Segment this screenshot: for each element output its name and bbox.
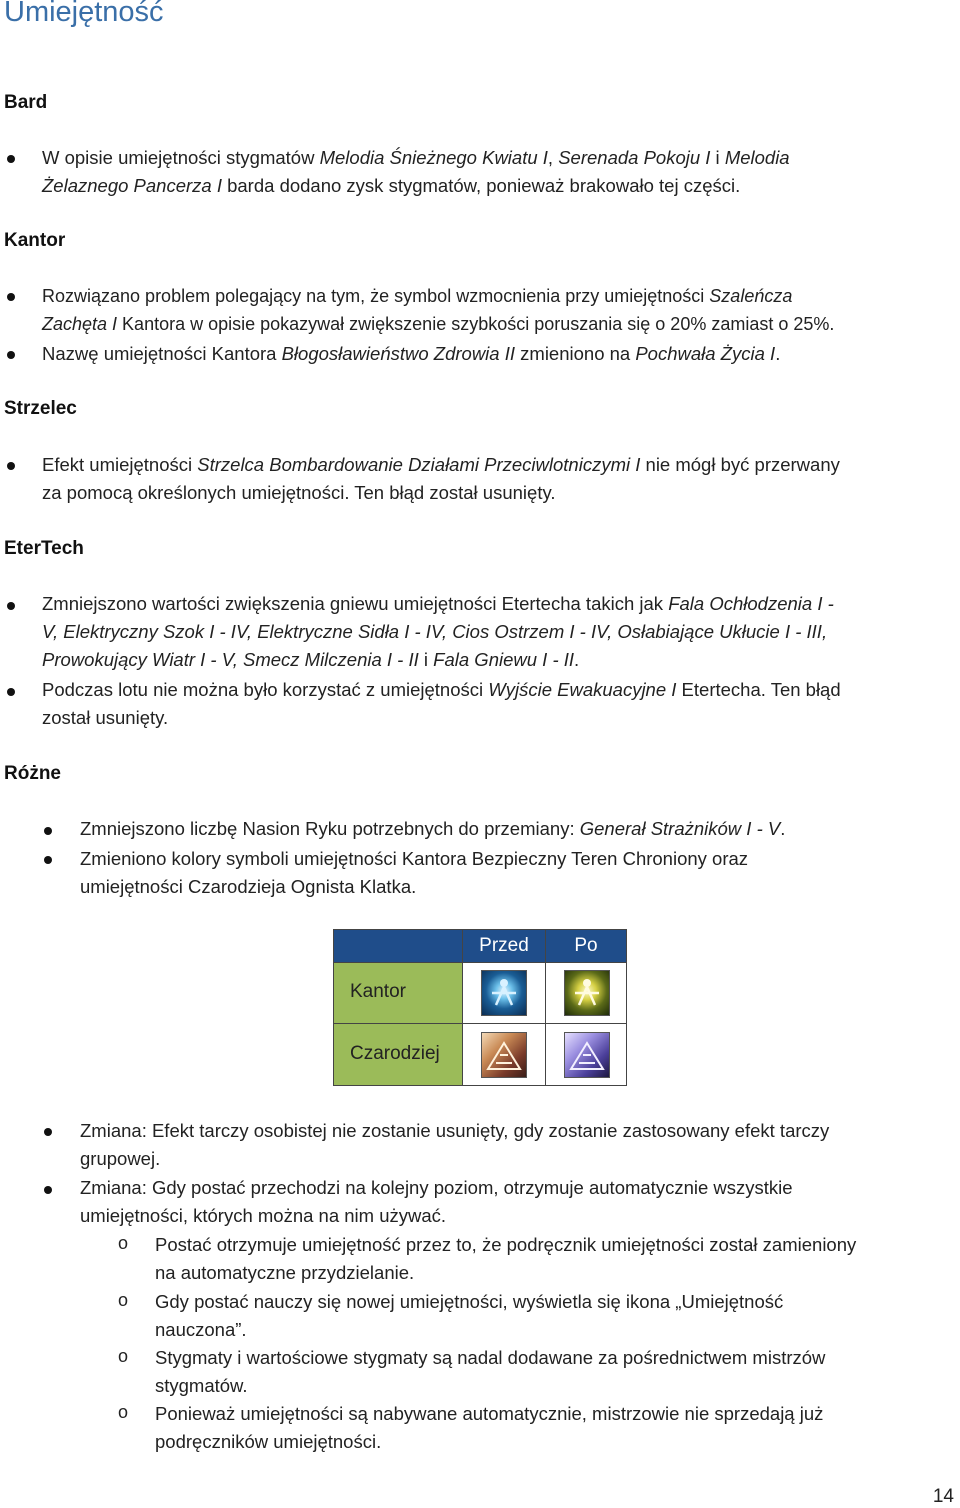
table-cell xyxy=(462,1023,546,1086)
section-heading-bard: Bard xyxy=(4,92,48,113)
bullet xyxy=(44,856,52,864)
page-title: Umiejętność xyxy=(4,0,164,28)
bullet xyxy=(7,351,15,359)
kantor-before-icon xyxy=(481,970,527,1016)
czarodziej-before-icon xyxy=(481,1032,527,1078)
list-item: Zmiana: Efekt tarczy osobistej nie zostanie usunięty, gdy zostanie zastosowany efekt tarczy grupowej. xyxy=(80,1120,830,1169)
bullet xyxy=(7,462,15,470)
bullet xyxy=(44,1128,52,1136)
bullet xyxy=(44,827,52,835)
section-heading-kantor: Kantor xyxy=(4,230,66,251)
bullet xyxy=(7,602,15,610)
table-row-label-czarodziej: Czarodziej xyxy=(333,1023,463,1086)
list-item: Rozwiązano problem polegający na tym, że symbol wzmocnienia przy umiejętności Szaleńcza Zachęta I Kantora w opisie pokazywał zwiększenie szybkości poruszania się o 20% zamiast o 25%. xyxy=(42,286,835,334)
sub-bullet: o xyxy=(118,1290,129,1310)
table-header-empty xyxy=(333,929,463,963)
skill-color-table xyxy=(333,929,627,1086)
list-item: Nazwę umiejętności Kantora Błogosławieństwo Zdrowia II zmieniono na Pochwała Życia I. xyxy=(42,343,781,364)
czarodziej-after-icon xyxy=(564,1032,610,1078)
sub-list-item: Stygmaty i wartościowe stygmaty są nadal dodawane za pośrednictwem mistrzów stygmatów. xyxy=(155,1347,826,1396)
bullet xyxy=(7,155,15,163)
list-item: Efekt umiejętności Strzelca Bombardowanie Działami Przeciwlotniczymi I nie mógł być przerwany za pomocą określonych umiejętności. Ten błąd został usunięty. xyxy=(42,454,840,503)
page-number: 14 xyxy=(932,1486,954,1507)
list-item-continued: Żelaznego Pancerza I barda dodano zysk stygmatów, ponieważ brakowało tej części. xyxy=(42,175,741,196)
list-item: Zmniejszono liczbę Nasion Ryku potrzebnych do przemiany: Generał Strażników I - V. xyxy=(80,818,786,839)
bullet xyxy=(7,293,15,301)
sub-list-item: Gdy postać nauczy się nowej umiejętności, wyświetla się ikona „Umiejętność nauczona”. xyxy=(155,1291,784,1340)
sub-bullet: o xyxy=(118,1346,129,1366)
list-item: W opisie umiejętności stygmatów Melodia Śnieżnego Kwiatu I, Serenada Pokoju I i Melodia xyxy=(42,147,790,168)
list-item: Zmniejszono wartości zwiększenia gniewu umiejętności Etertecha takich jak Fala Ochłodzenia I - V, Elektryczny Szok I - IV, Elektryczne Sidła I - IV, Cios Ostrzem I - IV, Osłabiające Ukłucie I - III, Prowokujący Wiatr I - V, Smecz Milczenia I - II i Fala Gniewu I - II. xyxy=(42,593,834,670)
kantor-after-icon xyxy=(564,970,610,1016)
table-cell xyxy=(545,1023,627,1086)
sub-bullet: o xyxy=(118,1402,129,1422)
bullet xyxy=(7,688,15,696)
list-item: Zmiana: Gdy postać przechodzi na kolejny poziom, otrzymuje automatycznie wszystkie umiejętności, których można na nim używać. xyxy=(80,1177,793,1226)
sub-list-item: Postać otrzymuje umiejętność przez to, że podręcznik umiejętności został zamieniony na automatyczne przydzielanie. xyxy=(155,1234,857,1283)
table-header-after: Po xyxy=(545,929,627,963)
section-heading-etertech: EterTech xyxy=(4,538,84,559)
list-item: Podczas lotu nie można było korzystać z umiejętności Wyjście Ewakuacyjne I Etertecha. Ten błąd został usunięty. xyxy=(42,679,841,728)
section-heading-strzelec: Strzelec xyxy=(4,398,77,419)
sub-list-item: Ponieważ umiejętności są nabywane automatycznie, mistrzowie nie sprzedają już podręczników umiejętności. xyxy=(155,1403,824,1452)
section-heading-rozne: Różne xyxy=(4,763,61,784)
list-item: Zmieniono kolory symboli umiejętności Kantora Bezpieczny Teren Chroniony oraz umiejętności Czarodzieja Ognista Klatka. xyxy=(80,848,749,897)
table-row-label-kantor: Kantor xyxy=(333,962,463,1024)
table-cell xyxy=(545,962,627,1024)
sub-bullet: o xyxy=(118,1233,129,1253)
bullet xyxy=(44,1186,52,1194)
table-cell xyxy=(462,962,546,1024)
table-header-before: Przed xyxy=(462,929,546,963)
